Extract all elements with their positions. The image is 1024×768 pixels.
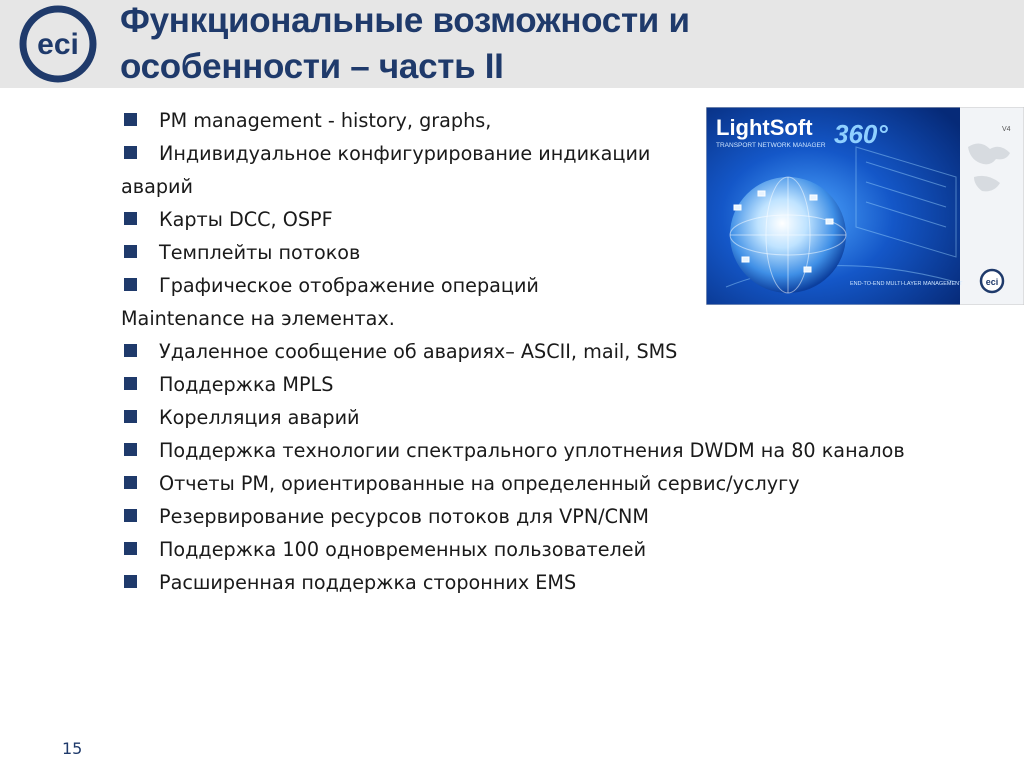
bullet-square-icon (124, 509, 137, 522)
list-item-text: Графическое отображение операций (159, 274, 539, 297)
list-item-text: аварий (121, 175, 193, 198)
list-item (121, 504, 981, 529)
product-subtitle: TRANSPORT NETWORK MANAGER (716, 142, 826, 149)
list-item-text: Расширенная поддержка сторонних EMS (159, 571, 577, 594)
slide-title (120, 0, 840, 90)
brand-suffix: 360° (834, 119, 888, 149)
bullet-square-icon (124, 443, 137, 456)
list-item (121, 570, 981, 595)
list-item-text: Поддержка MPLS (159, 373, 334, 396)
list-item (121, 537, 981, 562)
bullet-square-icon (124, 377, 137, 390)
product-tagline: END-TO-END MULTI-LAYER MANAGEMENT (850, 281, 963, 287)
list-item-text: Индивидуальное конфигурирование индикации (159, 142, 651, 165)
list-item (121, 471, 981, 496)
list-item-text: Удаленное сообщение об авариях– ASCII, mail, SMS (159, 340, 678, 363)
bullet-square-icon (124, 542, 137, 555)
lightsoft-product-image (706, 107, 1024, 305)
list-item-text: Резервирование ресурсов потоков для VPN/CNM (159, 505, 649, 528)
bullet-square-icon (124, 113, 137, 126)
bullet-square-icon (124, 212, 137, 225)
list-item-text: Поддержка технологии спектрального уплотнения DWDM на 80 каналов (159, 439, 905, 462)
list-item-text: Темплейты потоков (159, 241, 361, 264)
brand-name: LightSoft (716, 115, 813, 140)
bullet-square-icon (124, 278, 137, 291)
bullet-square-icon (124, 410, 137, 423)
list-item (121, 339, 981, 364)
badge-text: eci (985, 277, 999, 287)
bullet-square-icon (124, 575, 137, 588)
list-item-text: Карты DCC, OSPF (159, 208, 333, 231)
list-item (121, 372, 981, 397)
logo-text: eci (37, 28, 79, 61)
list-item-text: Отчеты PM, ориентированные на определенный сервис/услугу (159, 472, 800, 495)
list-item-text: Maintenance на элементах. (121, 307, 395, 330)
list-item (121, 438, 981, 463)
page-number: 15 (62, 739, 83, 758)
list-item (121, 405, 981, 430)
title-line-2: особенности – часть II (120, 47, 504, 86)
bullet-square-icon (124, 476, 137, 489)
version-label: V4 (1002, 126, 1011, 133)
bullet-square-icon (124, 245, 137, 258)
list-item-text: PM management - history, graphs, (159, 109, 492, 132)
list-item-text: Поддержка 100 одновременных пользователей (159, 538, 647, 561)
eci-logo (18, 4, 98, 84)
list-item (121, 306, 981, 331)
title-line-1: Функциональные возможности и (120, 1, 690, 40)
bullet-square-icon (124, 344, 137, 357)
list-item-text: Корелляция аварий (159, 406, 360, 429)
bullet-square-icon (124, 146, 137, 159)
